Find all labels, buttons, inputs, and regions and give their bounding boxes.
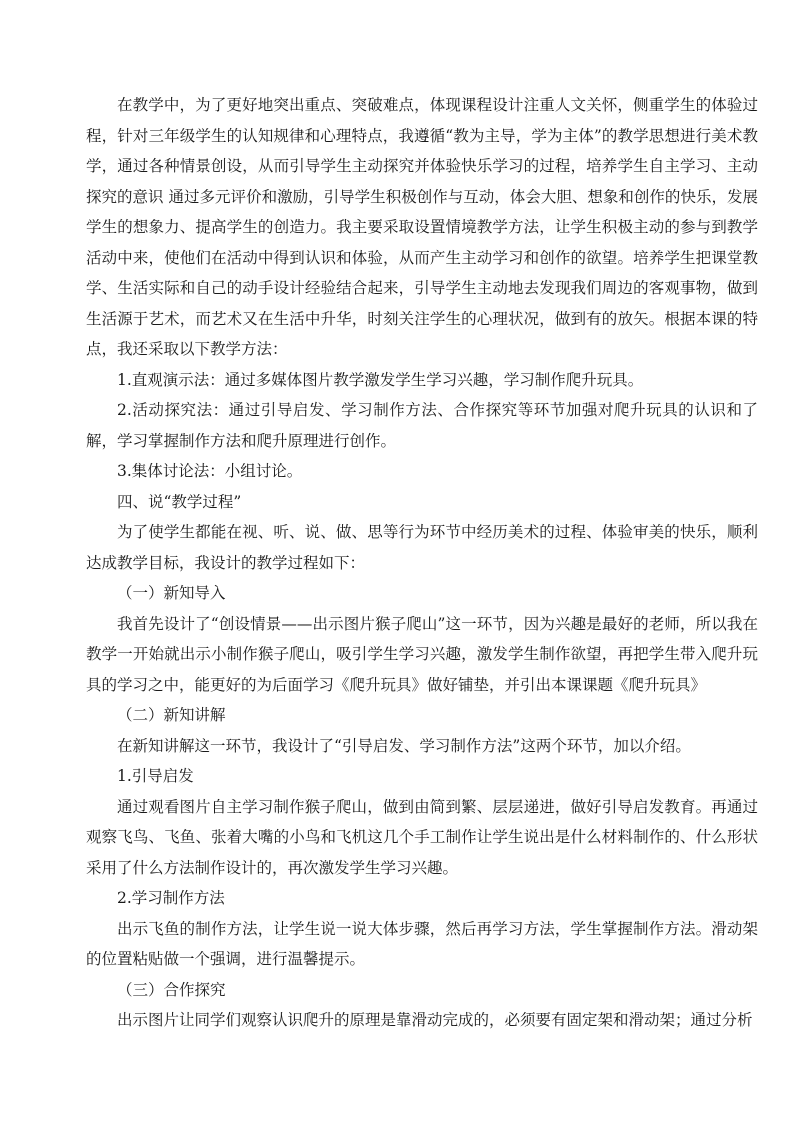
cooperation-paragraph: 出示图片让同学们观察认识爬升的原理是靠滑动完成的，必须要有固定架和滑动架；通过分析 bbox=[117, 1011, 753, 1029]
guidance-paragraph: 通过观看图片自主学习制作猴子爬山，做到由简到繁、层层递进，做好引导启发教育。再通过观察飞鸟、飞鱼、张着大嘴的小鸟和飞机这几个手工制作让学生说出是什么材料制作的、什么形状采用了什么方法制作设计的，再次激发学生学习兴趣。 bbox=[86, 797, 758, 877]
intro-paragraph: 在教学中，为了更好地突出重点、突破难点，体现课程设计注重人文关怀，侧重学生的体验过程，针对三年级学生的认知规律和心理特点，我遵循“教为主导，学为主体”的教学思想进行美术教学，通过各种情景创设，从而引导学生主动探究并体验快乐学习的过程，培养学生自主学习、主动探究的意识 通过多元评价和激励，引导学生积极创作与互动，体会大胆、想象和创作的快乐，发展学生的想象力、提高学生的创造力。我主要采取设置情境教学方法，让学生积极主动的参与到教学活动中来，使他们在活动中得到认识和体验，从而产生主动学习和创作的欲望。培养学生把课堂教学、生活实际和自己的动手设计经验结合起来，引导学生主动地去发现我们周边的客观事物，做到生活源于艺术，而艺术又在生活中升华，时刻关注学生的心理状况，做到有的放矢。根据本课的特点，我还采取以下教学方法： bbox=[86, 96, 758, 358]
step-heading-method: 2.学习制作方法 bbox=[117, 889, 225, 907]
method-paragraph: 出示飞鱼的制作方法，让学生说一说大体步骤，然后再学习方法，学生掌握制作方法。滑动架的位置粘贴做一个强调，进行温馨提示。 bbox=[86, 919, 758, 968]
subheading-cooperation: （三）合作探究 bbox=[117, 980, 226, 999]
step-heading-guidance: 1.引导启发 bbox=[117, 767, 194, 785]
method-item-2: 2.活动探究法：通过引导启发、学习制作方法、合作探究等环节加强对爬升玩具的认识和了解，学习掌握制作方法和爬升原理进行创作。 bbox=[86, 401, 758, 450]
method-item-3: 3.集体讨论法：小组讨论。 bbox=[117, 462, 303, 480]
subheading-introduction: （一）新知导入 bbox=[117, 584, 226, 602]
document-page bbox=[86, 90, 758, 1036]
explanation-paragraph: 在新知讲解这一环节，我设计了“引导启发、学习制作方法”这两个环节，加以介绍。 bbox=[117, 736, 691, 755]
introduction-paragraph: 我首先设计了“创设情景——出示图片猴子爬山”这一环节，因为兴趣是最好的老师，所以我在教学一开始就出示小制作猴子爬山，吸引学生学习兴趣，激发学生制作欲望，再把学生带入爬升玩具的学习之中，能更好的为后面学习《爬升玩具》做好铺垫，并引出本课课题《爬升玩具》 bbox=[86, 614, 758, 694]
subheading-explanation: （二）新知讲解 bbox=[117, 706, 226, 724]
process-intro-paragraph: 为了使学生都能在视、听、说、做、思等行为环节中经历美术的过程、体验审美的快乐，顺利达成教学目标，我设计的教学过程如下： bbox=[86, 523, 758, 572]
method-item-1: 1.直观演示法：通过多媒体图片教学激发学生学习兴趣，学习制作爬升玩具。 bbox=[117, 370, 644, 389]
section-heading-process: 四、说“教学过程” bbox=[117, 492, 242, 511]
